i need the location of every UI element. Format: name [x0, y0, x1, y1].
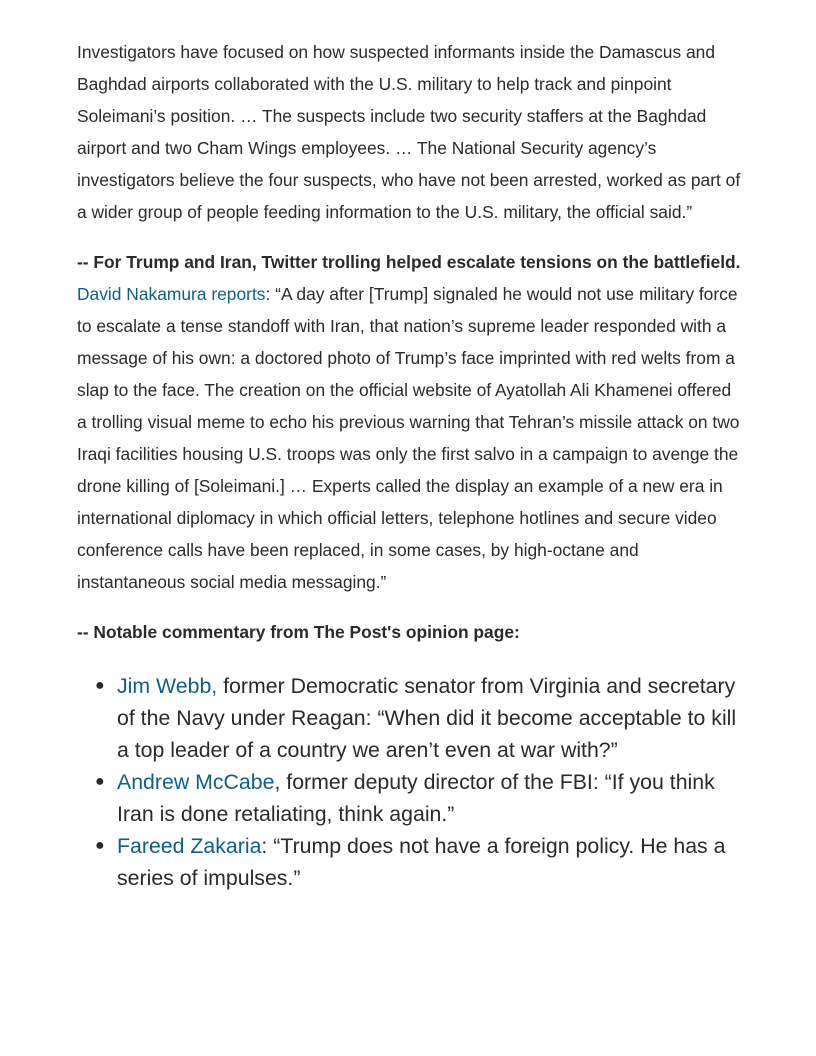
bullet-icon: ● [95, 773, 105, 790]
bullet-icon: ● [95, 677, 105, 694]
twitter-trolling-paragraph [77, 246, 742, 598]
andrew-mccabe-link[interactable]: Andrew McCabe [117, 770, 275, 794]
twitter-trolling-heading: -- For Trump and Iran, Twitter trolling helped escalate tensions on the battlefield. [77, 252, 741, 272]
fareed-zakaria-link[interactable]: Fareed Zakaria [117, 834, 262, 858]
commentary-text: former Democratic senator from Virginia and secretary of the Navy under Reagan: “When did it become acceptable to kill a top leader of a country we aren’t even at war with?” [117, 674, 737, 762]
commentary-text: , former deputy director of the FBI: “If you think Iran is done retaliating, think again.” [117, 770, 715, 826]
commentary-heading: -- Notable commentary from The Post's opinion page: [77, 622, 520, 642]
commentary-item-fareed-zakaria [95, 830, 742, 894]
david-nakamura-link[interactable]: David Nakamura reports [77, 284, 266, 304]
commentary-text: : “Trump does not have a foreign policy. He has a series of impulses.” [117, 834, 726, 890]
commentary-list [77, 670, 742, 894]
commentary-item-jim-webb [95, 670, 742, 766]
jim-webb-link[interactable]: Jim Webb, [117, 674, 218, 698]
article-body [77, 36, 742, 894]
investigation-paragraph: Investigators have focused on how suspected informants inside the Damascus and Baghdad airports collaborated with the U.S. military to help track and pinpoint Soleimani’s position. … The suspects include two security staffers at the Baghdad airport and two Cham Wings employees. … The National Security agency’s investigators believe the four suspects, who have not been arrested, worked as part of a wider group of people feeding information to the U.S. military, the official said.” [77, 42, 741, 222]
commentary-item-andrew-mccabe [95, 766, 742, 830]
twitter-trolling-body: : “A day after [Trump] signaled he would not use military force to escalate a tense standoff with Iran, that nation’s supreme leader responded with a message of his own: a doctored photo of Trump’s face imprinted with red welts from a slap to the face. The creation on the official website of Ayatollah Ali Khamenei offered a trolling visual meme to echo his previous warning that Tehran’s missile attack on two Iraqi facilities housing U.S. troops was only the first salvo in a campaign to avenge the drone killing of [Soleimani.] … Experts called the display an example of a new era in international diplomacy in which official letters, telephone hotlines and secure video conference calls have been replaced, in some cases, by high-octane and instantaneous social media messaging.” [77, 284, 740, 592]
bullet-icon: ● [95, 837, 105, 854]
